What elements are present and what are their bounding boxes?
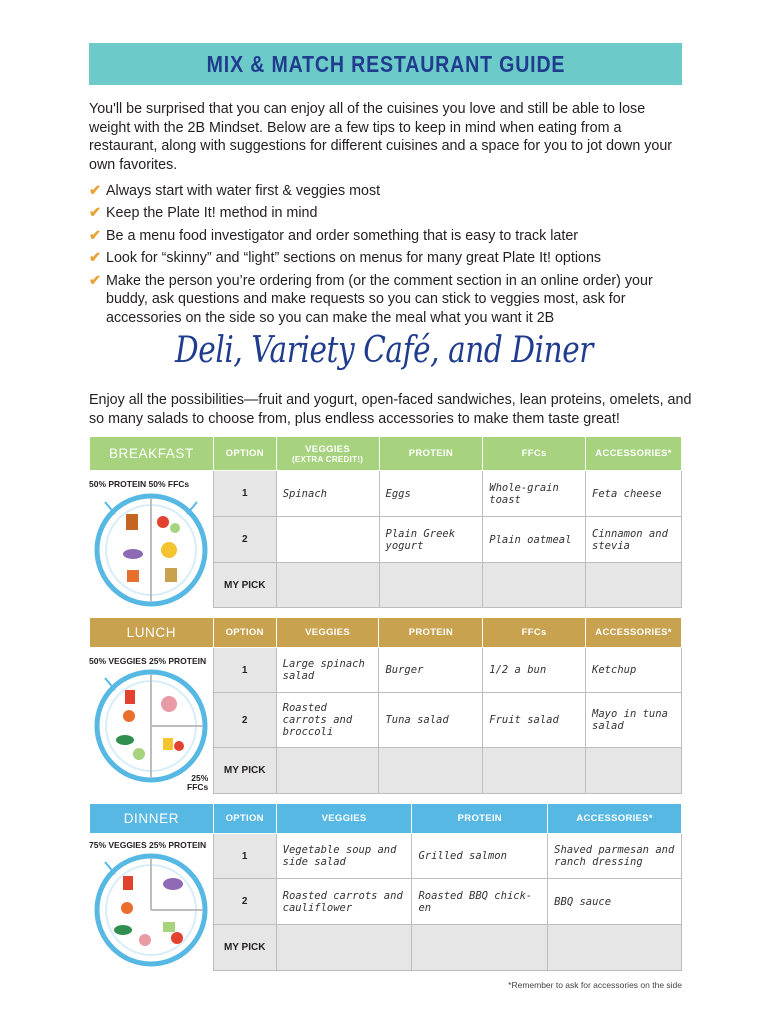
option-header: OPTION: [213, 437, 276, 471]
protein-input-cell[interactable]: [379, 748, 483, 794]
dinner-plate-label: 75% VEGGIES 25% PROTEIN: [89, 840, 207, 850]
protein-cell: Grilled salmon: [412, 834, 548, 879]
protein-header: PROTEIN: [379, 618, 483, 648]
checkmark-icon: ✔: [89, 272, 101, 289]
breakfast-table: [89, 436, 682, 608]
protein-input-cell[interactable]: [412, 925, 548, 971]
dinner-header-row: [90, 804, 682, 834]
ffcs-cell: Plain oatmeal: [483, 517, 586, 563]
ffcs-cell: Fruit salad: [483, 693, 586, 748]
checkmark-icon: ✔: [89, 183, 101, 199]
table-row: 1 Vegetable soup and side salad Grilled salmon Shaved parmesan and ranch dressing: [90, 834, 682, 879]
table-row: 1 Large spinach salad Burger 1/2 a bun Ketchup: [90, 648, 682, 693]
ffcs-input-cell[interactable]: [483, 563, 586, 608]
veggies-input-cell[interactable]: [276, 563, 379, 608]
dinner-heading: DINNER: [90, 804, 214, 834]
tip-item: ✔ Make the person you’re ordering from (or the comment section in an online order) your buddy, ask questions and make requests so you can stick to veggies most, ask for accessories on the side so you can make the meal what you want it 2B: [89, 272, 653, 326]
ffcs-cell: Whole-grain toast: [483, 471, 586, 517]
tip-item: ✔ Look for “skinny” and “light” sections on menus for many great Plate It! options: [89, 250, 602, 267]
veggies-cell: Spinach: [276, 471, 379, 517]
veggies-cell: Roasted carrots and broccoli: [276, 693, 379, 748]
option-header: OPTION: [213, 804, 276, 834]
tip-item: ✔ Always start with water first & veggies most: [89, 183, 381, 199]
ffcs-cell: 1/2 a bun: [483, 648, 586, 693]
option-header: OPTION: [213, 618, 276, 648]
section-title: Deli, Variety Café, and Diner: [175, 330, 593, 371]
accessories-input-cell[interactable]: [586, 748, 682, 794]
accessories-header: ACCESSORIES*: [586, 618, 682, 648]
accessories-cell: Ketchup: [586, 648, 682, 693]
accessories-header: ACCESSORIES*: [586, 437, 682, 471]
footnote: *Remember to ask for accessories on the side: [508, 980, 682, 990]
veggies-cell: Vegetable soup and side salad: [276, 834, 412, 879]
table-row: 2 Roasted carrots and broccoli Tuna salad Fruit salad Mayo in tuna salad: [90, 693, 682, 748]
protein-cell: Burger: [379, 648, 483, 693]
veggies-input-cell[interactable]: [276, 748, 379, 794]
protein-header: PROTEIN: [379, 437, 483, 471]
intro-paragraph: You'll be surprised that you can enjoy all of the cuisines you love and still be able to lose weight with the 2B Mindset. Below are a few tips to keep in mind when eating from a restaurant, along with suggestions for different cuisines and a space for you to jot down your own favorites.: [89, 101, 673, 173]
protein-cell: Tuna salad: [379, 693, 483, 748]
protein-cell: Eggs: [379, 471, 483, 517]
accessories-cell: Mayo in tuna salad: [586, 693, 682, 748]
lunch-table: [89, 617, 682, 794]
ffcs-header: FFCs: [483, 618, 586, 648]
protein-cell: Plain Greek yogurt: [379, 517, 483, 563]
accessories-cell: BBQ sauce: [548, 879, 682, 925]
checkmark-icon: ✔: [89, 227, 101, 244]
veggies-header: VEGGIES (EXTRA CREDIT!): [276, 437, 379, 471]
breakfast-plate-label: 50% PROTEIN 50% FFCs: [89, 479, 190, 489]
title-banner: [89, 43, 682, 85]
accessories-input-cell[interactable]: [548, 925, 682, 971]
table-row: 2 Plain Greek yogurt Plain oatmeal Cinnamon and stevia: [90, 517, 682, 563]
section-description: Enjoy all the possibilities—fruit and yogurt, open-faced sandwiches, lean proteins, omelets, and so many salads to choose from, plus endless accessories to make them taste great!: [89, 392, 692, 427]
table-row: 1 Spinach Eggs Whole-grain toast Feta cheese: [90, 471, 682, 517]
protein-header: PROTEIN: [412, 804, 548, 834]
veggies-cell: [276, 517, 379, 563]
my-pick-row: MY PICK: [90, 748, 682, 794]
my-pick-row: MY PICK: [90, 563, 682, 608]
veggies-header: VEGGIES: [276, 804, 412, 834]
tip-item: ✔ Keep the Plate It! method in mind: [89, 205, 318, 222]
breakfast-header-row: [90, 437, 682, 471]
tip-item: ✔ Be a menu food investigator and order something that is easy to track later: [89, 227, 579, 244]
veggies-input-cell[interactable]: [276, 925, 412, 971]
veggies-cell: Roasted carrots and cauliflower: [276, 879, 412, 925]
breakfast-heading: BREAKFAST: [90, 437, 214, 471]
my-pick-row: MY PICK: [90, 925, 682, 971]
dinner-table: [89, 803, 682, 971]
veggies-header: VEGGIES: [276, 618, 379, 648]
lunch-header-row: [90, 618, 682, 648]
accessories-cell: Shaved parmesan and ranch dressing: [548, 834, 682, 879]
tips-list: [89, 182, 689, 331]
accessories-cell: Feta cheese: [586, 471, 682, 517]
accessories-header: ACCESSORIES*: [548, 804, 682, 834]
page-title: MIX & MATCH RESTAURANT GUIDE: [206, 50, 565, 77]
ffcs-input-cell[interactable]: [483, 748, 586, 794]
lunch-heading: LUNCH: [90, 618, 214, 648]
lunch-ffcs-label: 25% FFCs: [187, 773, 209, 792]
accessories-input-cell[interactable]: [586, 563, 682, 608]
ffcs-header: FFCs: [483, 437, 586, 471]
checkmark-icon: ✔: [89, 250, 101, 267]
lunch-plate-label: 50% VEGGIES 25% PROTEIN: [89, 656, 207, 666]
protein-cell: Roasted BBQ chick-en: [412, 879, 548, 925]
accessories-cell: Cinnamon and stevia: [586, 517, 682, 563]
table-row: 2 Roasted carrots and cauliflower Roasted BBQ chick-en BBQ sauce: [90, 879, 682, 925]
veggies-cell: Large spinach salad: [276, 648, 379, 693]
protein-input-cell[interactable]: [379, 563, 483, 608]
checkmark-icon: ✔: [89, 205, 101, 222]
